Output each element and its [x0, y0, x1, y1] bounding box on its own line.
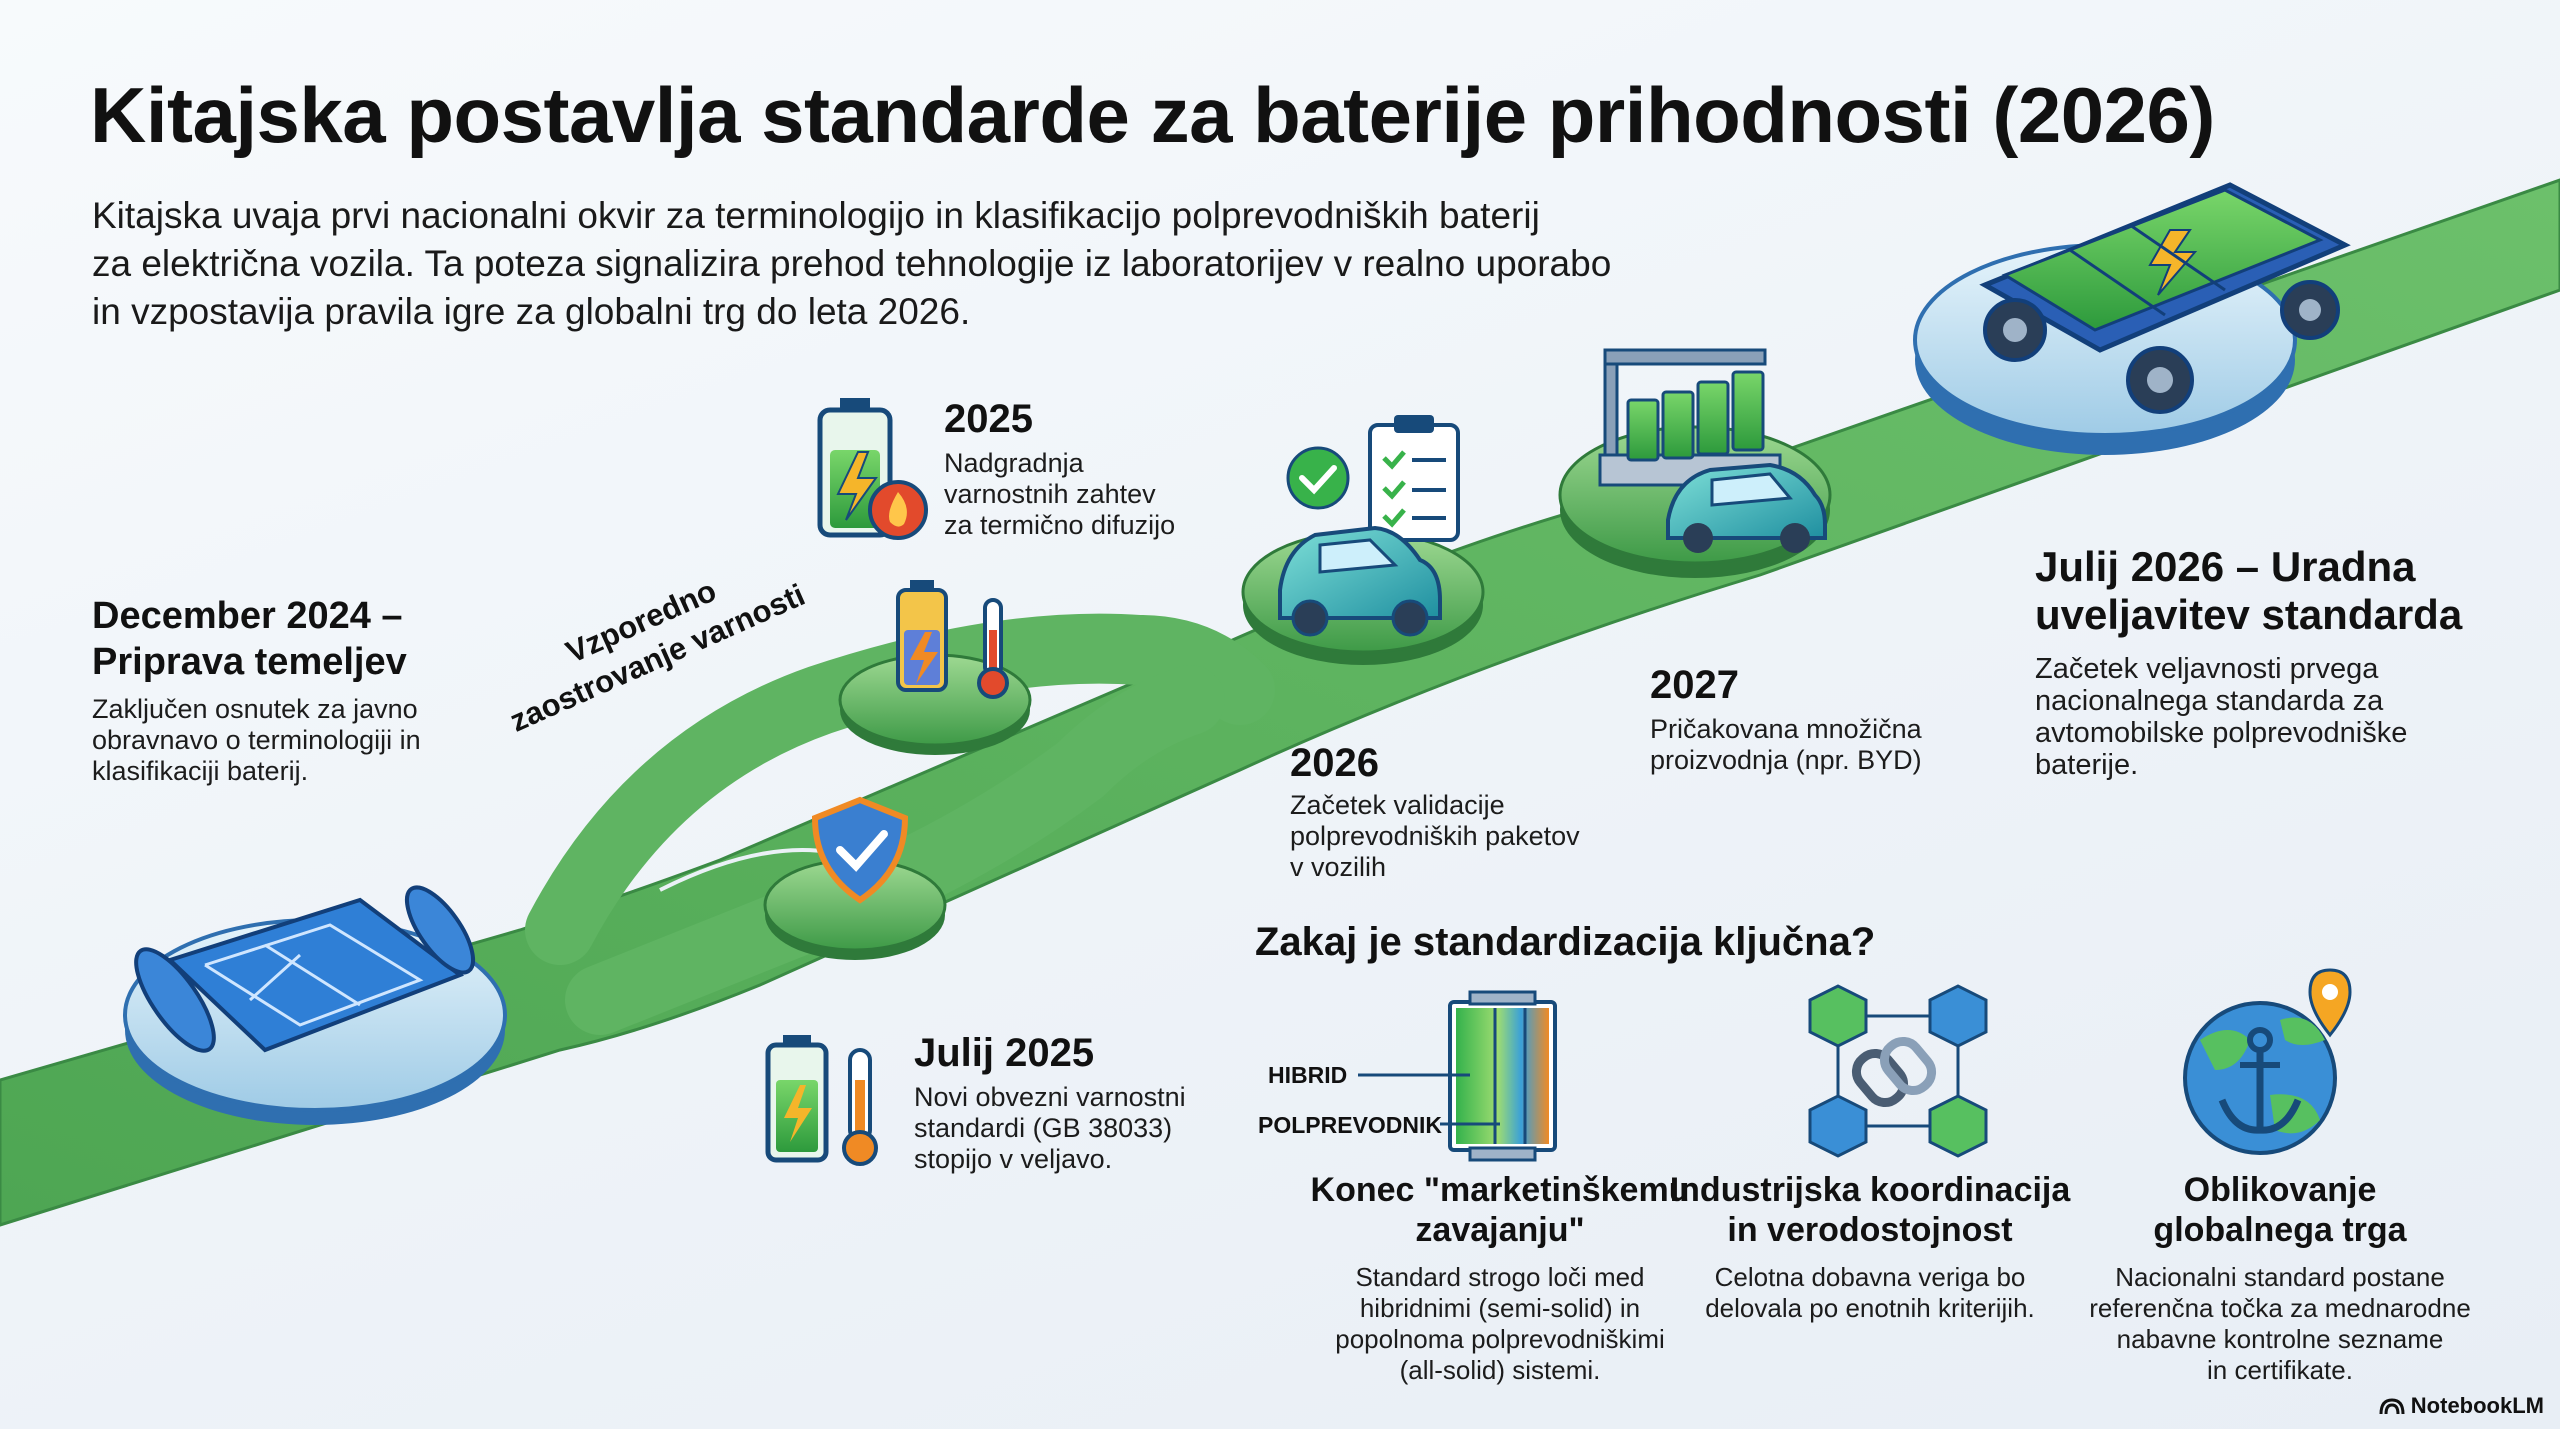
brand-name: NotebookLM: [2410, 1393, 2544, 1418]
notebooklm-logo-icon: [2379, 1396, 2405, 1416]
hybrid-label: HIBRID: [1268, 1062, 1348, 1088]
globe-anchor-icon: [2185, 970, 2350, 1153]
chain-network-icon: [1810, 986, 1986, 1156]
milestone-dec2024-heading: December 2024 – Priprava temeljev: [92, 595, 407, 683]
milestone-2026-heading: 2026: [1290, 741, 1379, 785]
card-marketing-text: Standard strogo loči med hibridnimi (semi-solid) in popolnoma polprevodniškimi (all-solid) sistemi.: [1335, 1262, 1665, 1385]
page-title: Kitajska postavlja standarde za baterije prihodnosti (2026): [90, 71, 2215, 159]
card-marketing-heading: Konec "marketinškemu zavajanju": [1310, 1171, 1690, 1249]
why-section-title: Zakaj je standardizacija ključna?: [1255, 920, 1876, 964]
milestone-jul2026-text: Začetek veljavnosti prvega nacionalnega standarda za avtomobilske polprevodniške baterije.: [2035, 653, 2408, 781]
milestone-2025-heading: 2025: [944, 397, 1033, 441]
battery-fire-icon: [820, 398, 926, 538]
platform-2026: [1243, 415, 1483, 665]
milestone-dec2024-text: Zaključen osnutek za javno obravnavo o terminologiji in klasifikaciji baterij.: [92, 694, 421, 786]
car-icon-2027: [1668, 465, 1825, 553]
milestone-jul2026-heading: Julij 2026 – Uradna uveljavitev standarda: [2035, 543, 2463, 638]
battery-thermo-icon-jul2025: [768, 1035, 876, 1164]
milestone-2025-text: Nadgradnja varnostnih zahtev za termično difuzijo: [944, 448, 1176, 540]
card-coordination-heading: Industrijska koordinacija in verodostojnost: [1669, 1171, 2071, 1249]
card-global-text: Nacionalni standard postane referenčna točka za mednarodne nabavne kontrolne sezname in certifikate.: [2089, 1262, 2471, 1385]
checklist-icon: [1288, 415, 1458, 540]
platform-dec2024: [123, 878, 505, 1125]
milestone-2026-text: Začetek validacije polprevodniških paketov v vozilih: [1290, 790, 1580, 882]
solid-label: POLPREVODNIK: [1258, 1112, 1443, 1138]
platform-jul2026: [1915, 185, 2345, 455]
milestone-2027-heading: 2027: [1650, 663, 1739, 707]
page-subtitle: Kitajska uvaja prvi nacionalni okvir za terminologijo in klasifikacijo polprevodniških baterij za električna vozila. Ta poteza signalizira prehod tehnologije iz laboratorijev v realno uporabo in vzpostavija pravila igre za globalni trg do leta 2026.: [92, 195, 1612, 332]
milestone-2027-text: Pričakovana množična proizvodnja (npr. BYD): [1650, 714, 1922, 775]
platform-2027: [1560, 350, 1830, 578]
milestone-jul2025-heading: Julij 2025: [914, 1031, 1095, 1075]
card-coordination-text: Celotna dobavna veriga bo delovala po enotnih kriterijih.: [1705, 1262, 2035, 1323]
platform-2025-branch: [840, 580, 1030, 755]
milestone-jul2025-text: Novi obvezni varnostni standardi (GB 38033) stopijo v veljavo.: [914, 1082, 1186, 1174]
notebooklm-brand: [2379, 1393, 2544, 1419]
card-global-heading: Oblikovanje globalnega trga: [2153, 1171, 2407, 1249]
branch-label: Vzporedno zaostrovanje varnosti: [504, 572, 810, 739]
